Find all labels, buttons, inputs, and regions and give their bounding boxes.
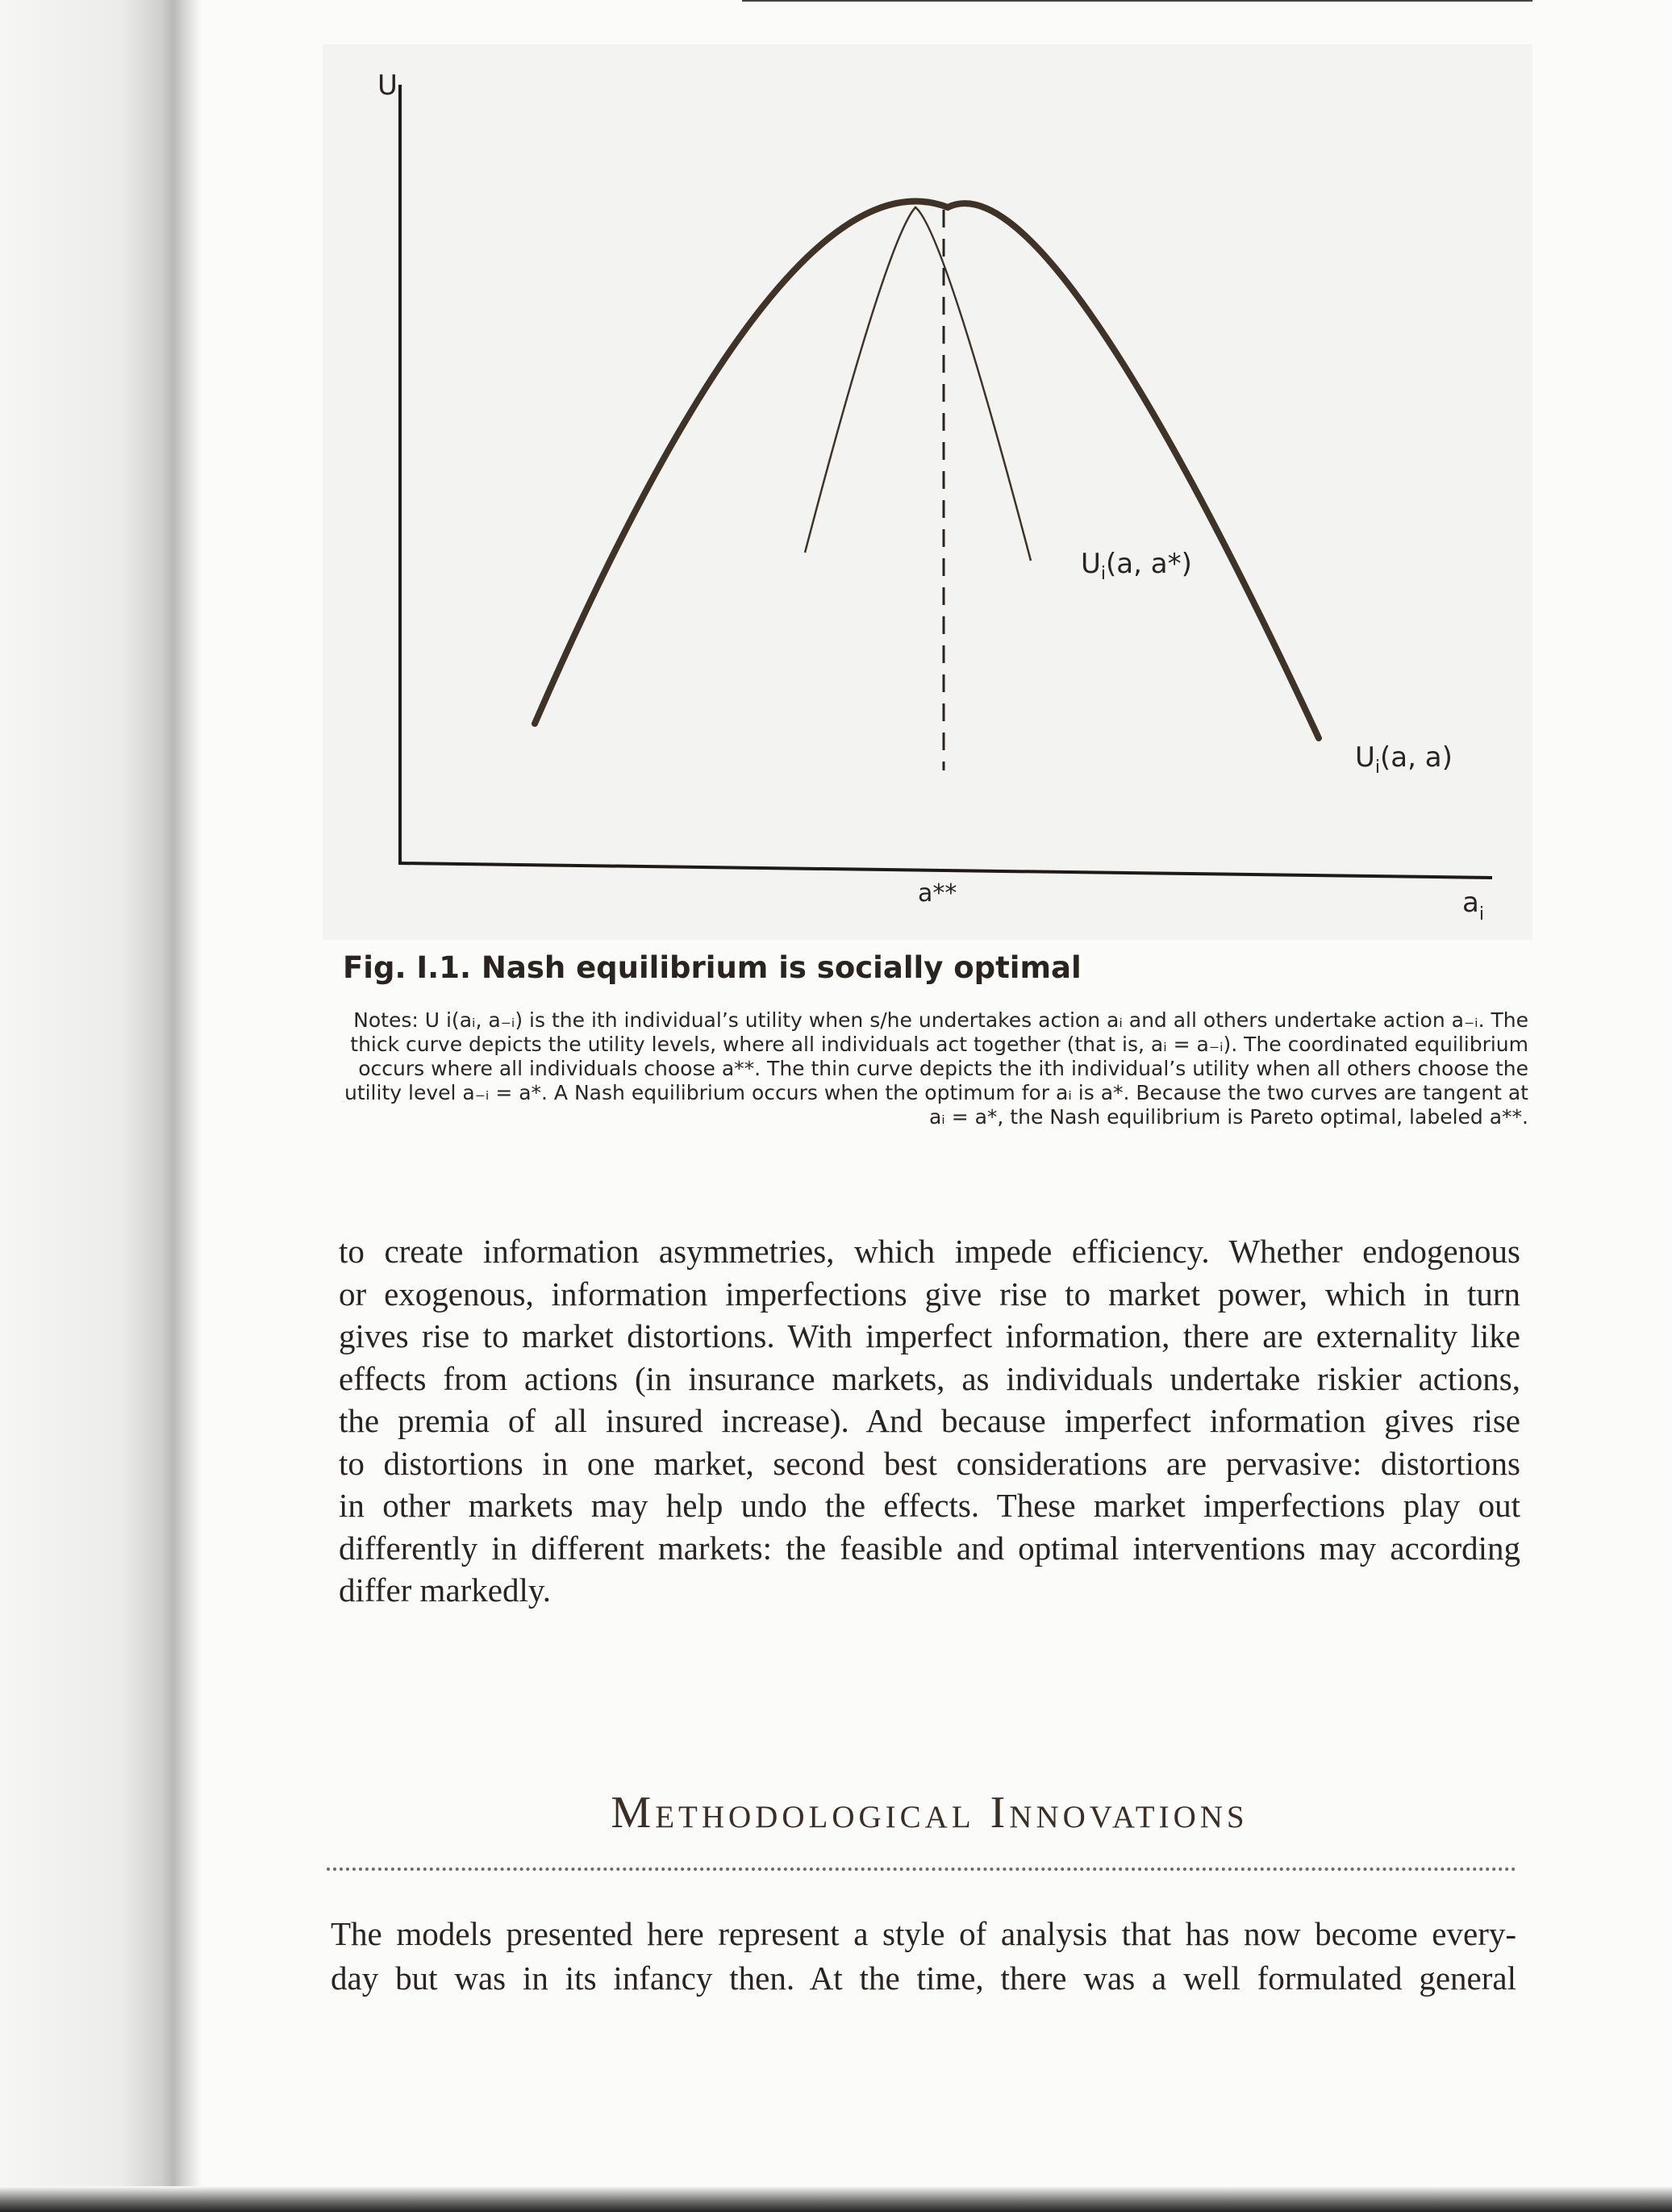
header-rule: [742, 0, 1532, 2]
figure-notes: [339, 1008, 1528, 1129]
text-line: or exogenous, information imperfections give rise to market power, which in turn: [339, 1275, 1520, 1313]
text-line: effects from actions (in insurance markets, as individuals undertake riskier actions,: [339, 1359, 1520, 1397]
notes-line: thick curve depicts the utility levels, where all individuals act together (that is, aᵢ = a₋ᵢ). The coordinated equilibrium: [350, 1033, 1528, 1056]
dotted-divider: [327, 1868, 1516, 1871]
text-line: gives rise to market distortions. With imperfect information, there are externality like: [339, 1317, 1520, 1354]
body-paragraph-2: [331, 1912, 1516, 2001]
notes-line: occurs where all individuals choose a**. The thin curve depicts the ith individual’s utility when all others choose the: [358, 1057, 1528, 1080]
figure-caption: Fig. I.1. Nash equilibrium is socially optimal: [343, 950, 1082, 985]
thick-curve-label: $U_i(a$, a): [1355, 741, 1453, 778]
body-paragraph-1: [339, 1230, 1520, 1612]
text-line: day but was in its infancy then. At the time, there was a well formulated general: [331, 1959, 1516, 1997]
notes-line: aᵢ = a*, the Nash equilibrium is Pareto optimal, labeled a**.: [928, 1105, 1528, 1129]
x-tick-label-a-double-star: a**: [918, 879, 957, 908]
x-axis-label: $a_i$: [1462, 887, 1484, 924]
y-axis-label: U: [377, 69, 398, 102]
thin-curve-label: $U_i(a$, a*): [1081, 548, 1192, 584]
text-line: differ markedly.: [339, 1571, 551, 1609]
text-line: in other markets may help undo the effects. These market imperfections play out: [339, 1487, 1520, 1524]
text-line: to distortions in one market, second best considerations are pervasive: distortions: [339, 1444, 1520, 1482]
section-heading: Methodological Innovations: [611, 1788, 1249, 1838]
text-line: differently in different markets: the feasible and optimal interventions may according: [339, 1529, 1520, 1567]
notes-line: utility level a₋ᵢ = a*. A Nash equilibrium occurs when the optimum for aᵢ is a*. Because the two curves are tangent at: [344, 1081, 1528, 1104]
text-line: The models presented here represent a style of analysis that has now become every-: [331, 1915, 1516, 1952]
page-bottom-shadow: [0, 2186, 1672, 2212]
nash-equilibrium-figure: [323, 44, 1532, 940]
figure-background: [323, 44, 1532, 940]
text-line: to create information asymmetries, which impede efficiency. Whether endogenous: [339, 1233, 1520, 1270]
text-line: the premia of all insured increase). And because imperfect information gives rise: [339, 1402, 1520, 1439]
notes-line: Notes: U i(aᵢ, a₋ᵢ) is the ith individual’s utility when s/he undertakes action aᵢ and all others undertake action a₋ᵢ. The: [353, 1008, 1528, 1032]
book-binding-shadow: [0, 0, 202, 2212]
